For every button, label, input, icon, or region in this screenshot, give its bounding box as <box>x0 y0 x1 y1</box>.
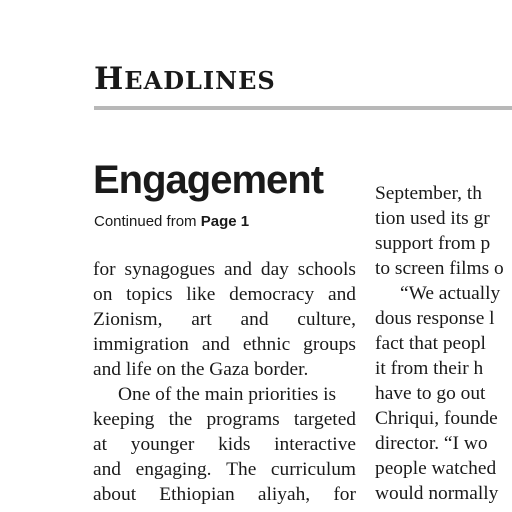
text-line: tion used its gr <box>375 208 490 229</box>
text-line: “We actually <box>400 283 501 304</box>
article-column-1 <box>93 257 356 507</box>
text-line: to screen films o <box>375 258 504 279</box>
text-line: for synagogues and day schools <box>93 259 356 280</box>
text-line: and engaging. The curriculum <box>93 459 356 480</box>
continued-from-note <box>94 213 249 230</box>
text-line: fact that peopl <box>375 333 486 354</box>
text-line: and life on the Gaza border. <box>93 359 309 380</box>
text-line: keeping the programs targeted <box>93 409 356 430</box>
text-line: support from p <box>375 233 491 254</box>
text-line: Chriqui, founde <box>375 408 498 429</box>
text-line: One of the main priorities is <box>118 384 337 405</box>
text-line: would normally <box>375 483 499 504</box>
text-line: people watched <box>375 458 497 479</box>
text-line: director. “I wo <box>375 433 488 454</box>
text-line: September, th <box>375 183 482 204</box>
section-title-initial: H <box>94 61 125 97</box>
text-line: dous response l <box>375 308 495 329</box>
section-title <box>94 61 276 97</box>
article-headline: Engagement <box>93 158 324 202</box>
text-line: have to go out <box>375 383 486 404</box>
continued-prefix: Continued from <box>94 213 201 230</box>
section-divider <box>94 106 512 110</box>
text-line: at younger kids interactive <box>93 434 356 455</box>
text-line: Zionism, art and culture, <box>93 309 356 330</box>
text-line: about Ethiopian aliyah, for <box>93 484 356 505</box>
text-line: on topics like democracy and <box>93 284 356 305</box>
text-line: it from their h <box>375 358 484 379</box>
text-line: immigration and ethnic groups <box>93 334 356 355</box>
section-title-rest: EADLINES <box>124 66 276 95</box>
continued-page-link: Page 1 <box>200 213 250 230</box>
article-column-2 <box>375 181 512 506</box>
